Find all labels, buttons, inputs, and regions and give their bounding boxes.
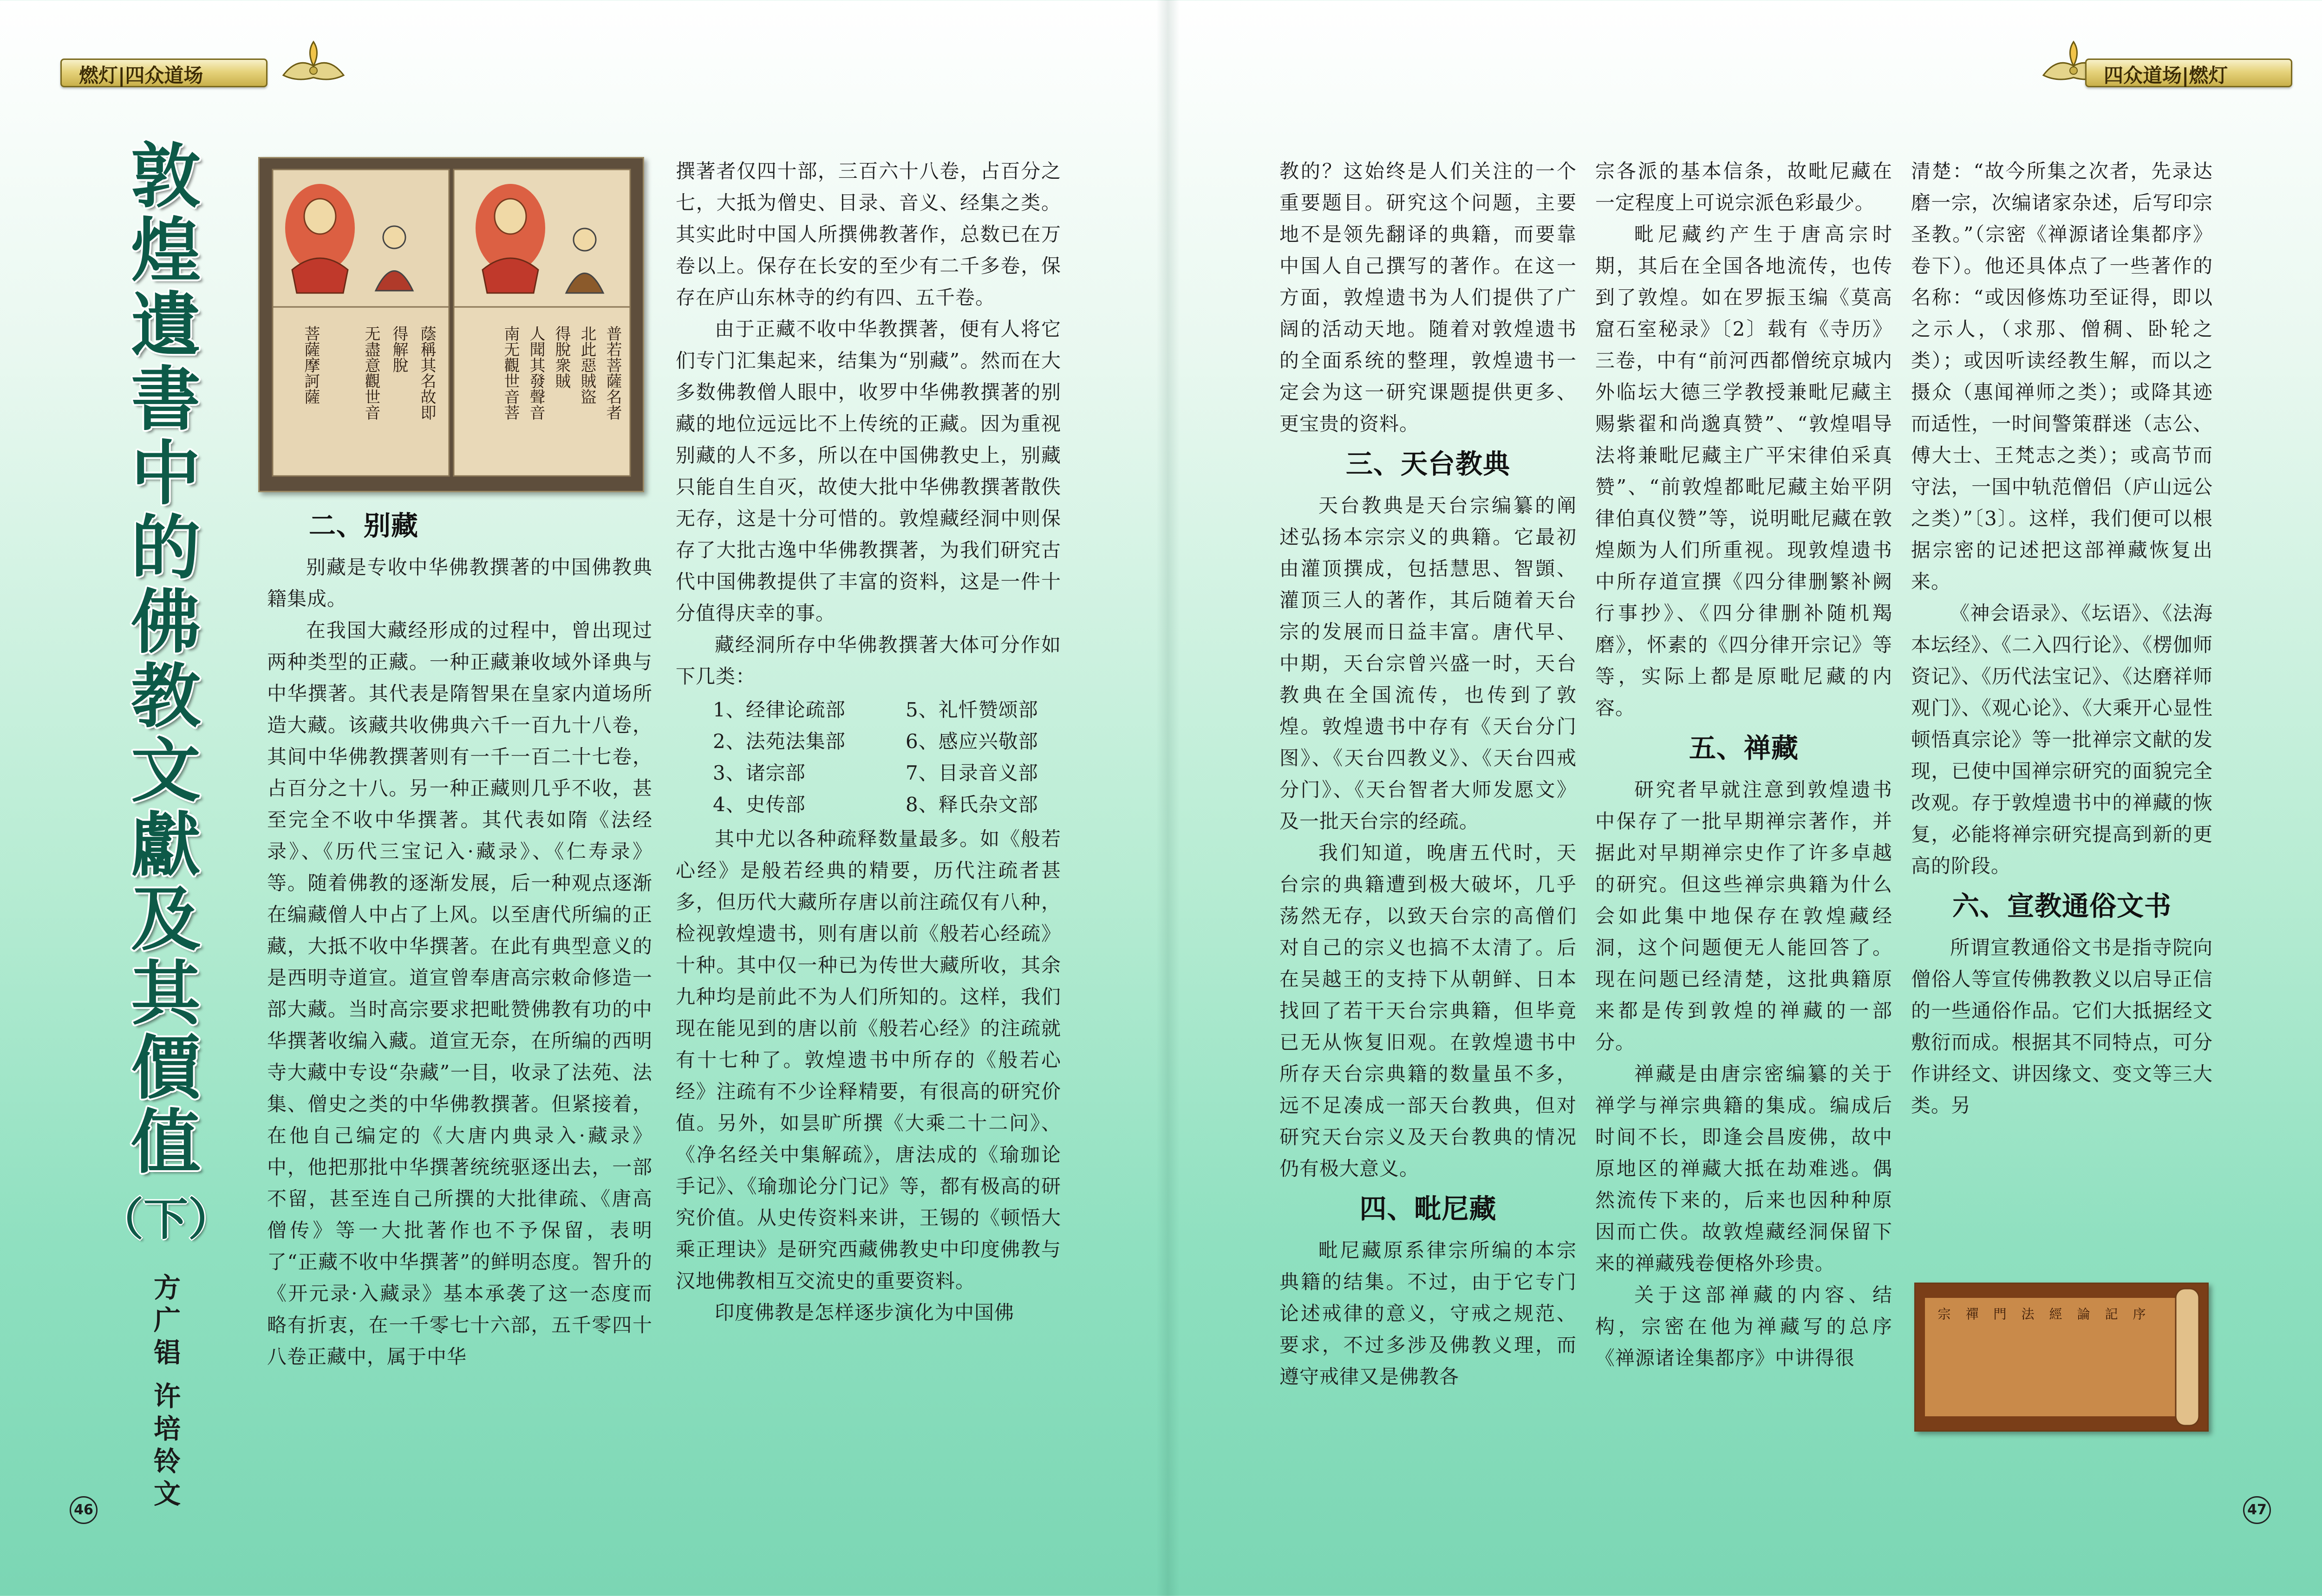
- title-char: 中: [130, 433, 201, 515]
- list-item: 1、经律论疏部: [713, 698, 846, 721]
- text-column-4: [1595, 156, 1892, 1374]
- sutra-illustration: [260, 158, 643, 491]
- sutra-caption: 人聞其發聲音: [527, 326, 545, 420]
- list-item: 6、感应兴敬部: [906, 730, 1038, 753]
- sutra-caption: 蔭稱其名故即: [417, 326, 436, 420]
- paragraph: 禅藏是由唐宗密编纂的关于禅学与禅宗典籍的集成。编成后时间不长，即逢会昌废佛，故中原地区的禅藏大抵在劫难逃。偶然流传下来的，后来也因种种原因而亡佚。故敦煌藏经洞保留下来的禅藏残卷便格外珍贵。: [1595, 1062, 1892, 1275]
- sutra-caption: 菩薩摩訶薩: [301, 326, 320, 404]
- scroll-line: 序: [2131, 1307, 2146, 1320]
- text-column-3: [1279, 156, 1577, 1393]
- page-number-right: 47: [2243, 1496, 2271, 1524]
- list-item: 2、法苑法集部: [713, 730, 846, 753]
- text-column-1: [267, 502, 652, 1373]
- article-title: [99, 136, 233, 1254]
- page-number-left: 46: [70, 1496, 98, 1524]
- running-header-right: [1964, 52, 2289, 88]
- section-heading: 三、天台教典: [1345, 448, 1510, 480]
- paragraph: 关于这部禅藏的内容、结构，宗密在他为禅藏写的总序《禅源诸诠集都序》中讲得很: [1595, 1283, 1892, 1369]
- paragraph: 《神会语录》、《坛语》、《法海本坛经》、《二入四行论》、《楞伽师资记》、《历代法宝记》、《达磨祥师观门》、《观心论》、《大乘开心显性顿悟真宗论》等一批禅宗文献的发现，已使中国禅宗研究的面貌完全改观。存于敦煌遗书中的禅藏的恢复，必能将禅宗研究提高到新的更高的阶段。: [1911, 602, 2213, 877]
- dunhuang-illustrated-sutra-image: [258, 157, 644, 492]
- list-item: 7、目录音义部: [906, 762, 1038, 784]
- title-char: 遺: [130, 284, 201, 366]
- list-item: 5、礼忏赞颂部: [906, 698, 1038, 721]
- paragraph: 别藏是专收中华佛教撰著的中国佛教典籍集成。: [267, 556, 652, 610]
- title-char: 敦: [130, 136, 201, 217]
- scroll-line: 宗: [1936, 1307, 1951, 1320]
- scroll-line: 法: [2019, 1307, 2035, 1320]
- title-char: 獻: [130, 804, 201, 886]
- title-part: （下）: [99, 1193, 233, 1245]
- paragraph: 天台教典是天台宗编纂的阐述弘扬本宗宗义的典籍。它最初由灌顶撰成，包括慧思、智顗、灌顶三人的著作，其后随着天台宗的发展而日益丰富。唐代早、中期，天台宗曾兴盛一时，天台教典在全国流传，也传到了敦煌。敦煌遗书中存有《天台分门图》、《天台四教义》、《天台四戒分门》、《天台智者大师发愿文》及一批天台宗的经疏。: [1279, 494, 1577, 833]
- paragraph: 由于正藏不收中华教撰著，便有人将它们专门汇集起来，结集为“别藏”。然而在大多数佛教僧人眼中，收罗中华佛教撰著的别藏的地位远远比不上传统的正藏。因为重视别藏的人不多，所以在中国佛教史上，别藏只能自生自灭，故使大批中华佛教撰著散佚无存，这是十分可惜的。敦煌藏经洞中则保存了大批古逸中华佛教撰著，为我们研究古代中国佛教提供了丰富的资料，这是一件十分值得庆幸的事。: [676, 318, 1061, 625]
- sutra-caption: 得解脫: [390, 326, 408, 373]
- title-char: 的: [130, 507, 201, 589]
- author-char: 培: [153, 1413, 181, 1445]
- scroll-line: 經: [2047, 1307, 2063, 1320]
- paragraph: 宗各派的基本信条，故毗尼藏在一定程度上可说宗派色彩最少。: [1595, 160, 1892, 214]
- list-item: 8、释氏杂文部: [906, 793, 1038, 816]
- section-heading: 四、毗尼藏: [1359, 1193, 1497, 1225]
- scroll-illustration: [1916, 1284, 2207, 1430]
- list-row: [676, 694, 1061, 726]
- text-column-5: [1911, 156, 2213, 1121]
- author-char: 方: [153, 1272, 181, 1303]
- category-list: [676, 694, 1061, 821]
- scroll-line: 論: [2075, 1307, 2091, 1320]
- title-char: 佛: [130, 581, 201, 663]
- title-char: 值: [130, 1101, 201, 1183]
- section-heading: 五、禅藏: [1689, 732, 1799, 764]
- title-char: 文: [130, 730, 201, 812]
- sutra-caption: 得脫衆賊: [552, 326, 571, 389]
- scroll-line: 記: [2103, 1307, 2119, 1320]
- list-row: [676, 789, 1061, 821]
- sutra-caption: 北此惡賊盜: [578, 326, 596, 404]
- author-char: 广: [153, 1304, 181, 1336]
- paragraph: 其中尤以各种疏释数量最多。如《般若心经》是般若经典的精要，历代注疏者甚多，但历代大藏所存唐以前注疏仅有八种，检视敦煌遗书，则有唐以前《般若心经疏》十种。其中仅一种已为传世大藏所收，其余九种均是前此不为人们所知的。这样，我们现在能见到的唐以前《般若心经》的注疏就有十七种了。敦煌遗书中所存的《般若心经》注疏有不少诠释精要，有很高的研究价值。另外，如昙旷所撰《大乘二十二问》、《净名经关中集解疏》，唐法成的《瑜珈论手记》、《瑜珈论分门记》等，都有极高的研究价值。从史传资料来讲，王锡的《顿悟大乘正理诀》是研究西藏佛教史中印度佛教与汉地佛教相互交流史的重要资料。: [676, 827, 1061, 1292]
- scroll-line: 禪: [1963, 1307, 1979, 1320]
- title-char: 價: [130, 1027, 201, 1109]
- text-column-2: [676, 156, 1061, 1329]
- author-byline: [149, 1272, 186, 1511]
- paragraph: 印度佛教是怎样逐步演化为中国佛: [715, 1301, 1015, 1324]
- running-header-left: [60, 52, 385, 88]
- title-char: 教: [130, 656, 201, 737]
- author-char: [149, 1370, 186, 1379]
- author-char: 许: [153, 1381, 181, 1412]
- sutra-caption: 南无觀世音菩: [501, 326, 520, 420]
- sutra-caption: 无盡意觀世音: [362, 326, 380, 420]
- paragraph: 毗尼藏原系律宗所编的本宗典籍的结集。不过，由于它专门论述戒律的意义，守戒之规范、要求，不过多涉及佛教义理，而遵守戒律又是佛教各: [1279, 1239, 1577, 1388]
- title-char: 書: [130, 358, 201, 440]
- author-char: 铃: [153, 1446, 181, 1477]
- author-char: 文: [153, 1478, 181, 1510]
- paragraph: 所谓宣教通俗文书是指寺院向僧俗人等宣传佛教教义以启导正信的一些通俗作品。它们大抵据经文敷衍而成。根据其不同特点，可分作讲经文、讲因缘文、变文等三大类。另: [1911, 936, 2213, 1117]
- list-row: [676, 726, 1061, 757]
- paragraph: 藏经洞所存中华佛教撰著大体可分作如下几类：: [676, 633, 1061, 688]
- paragraph: 研究者早就注意到敦煌遗书中保存了一批早期禅宗著作，并据此对早期禅宗史作了许多卓越的研究。但这些禅宗典籍为什么会如此集中地保存在敦煌藏经洞，这个问题便无人能回答了。现在问题已经清楚，这批典籍原来都是传到敦煌的禅藏的一部分。: [1595, 778, 1892, 1054]
- paragraph: 清楚：“故今所集之次者，先录达磨一宗，次编诸家杂述，后写印宗圣教。”（宗密《禅源诸诠集都序》卷下）。他还具体点了一些著作的名称：“或因修炼功至证得，即以之示人，（求那、僧稠、卧轮之类）；或因听读经教生解，而以之摄众（惠闻禅师之类）；或降其迹而适性，一时间警策群迷（志公、傅大士、王梵志之类）；或高节而守法，一国中轨范僧侣（庐山远公之类）”〔3〕。这样，我们便可以根据宗密的记述把这部禅藏恢复出来。: [1911, 160, 2213, 593]
- list-item: 4、史传部: [713, 793, 806, 816]
- paragraph: 教的？这始终是人们关注的一个重要题目。研究这个问题，主要地不是领先翻译的典籍，而要靠中国人自己撰写的著作。在这一方面，敦煌遗书为人们提供了广阔的活动天地。随着对敦煌遗书的全面系统的整理，敦煌遗书一定会为这一研究课题提供更多、更宝贵的资料。: [1279, 160, 1577, 435]
- paragraph: 毗尼藏约产生于唐高宗时期，其后在全国各地流传，也传到了敦煌。如在罗振玉编《莫高窟石室秘录》〔2〕载有《寺历》三卷，中有“前河西都僧统京城内外临坛大德三学教授兼毗尼藏主赐紫翟和尚邈真赞”、“敦煌唱导法将兼毗尼藏主广平宋律伯采真赞”、“前敦煌都毗尼藏主始平阴律伯真仪赞”等，说明毗尼藏在敦煌颇为人们所重视。现敦煌遗书中所存道宣撰《四分律删繁补阙行事抄》、《四分律删补随机羯磨》，怀素的《四分律开宗记》等等，实际上都是原毗尼藏的内容。: [1595, 223, 1892, 719]
- header-text-left: 燃灯|四众道场: [79, 64, 203, 87]
- section-heading: 二、别藏: [309, 510, 419, 541]
- header-text-right: 四众道场|燃灯: [2104, 64, 2228, 87]
- lamp-ornament-icon: [279, 38, 348, 94]
- page-gutter: [1156, 0, 1180, 1596]
- scroll-line: 門: [1991, 1307, 2007, 1320]
- paragraph: 我们知道，晚唐五代时，天台宗的典籍遭到极大破坏，几乎荡然无存，以致天台宗的高僧们对自己的宗义也搞不太清了。后在吴越王的支持下从朝鲜、日本找回了若干天台宗典籍，但毕竟已无从恢复旧观。在敦煌遗书中所存天台宗典籍的数量虽不多，远不足凑成一部天台教典，但对研究天台宗义及天台教典的情况仍有极大意义。: [1279, 841, 1577, 1180]
- list-row: [676, 757, 1061, 789]
- section-heading: 六、宣教通俗文书: [1952, 890, 2172, 922]
- sutra-caption: 普若菩薩名者: [603, 326, 622, 420]
- title-char: 及: [130, 879, 201, 960]
- title-char: 煌: [130, 210, 201, 292]
- dunhuang-scroll-image: [1914, 1283, 2209, 1432]
- title-char: 其: [130, 953, 201, 1035]
- paragraph: 在我国大藏经形成的过程中，曾出现过两种类型的正藏。一种正藏兼收域外译典与中华撰著。其代表是隋智果在皇家内道场所造大藏。该藏共收佛典六千一百九十八卷，其间中华佛教撰著则有一千一百二十七卷，占百分之十八。另一种正藏则几乎不收，甚至完全不收中华撰著。其代表如隋《法经录》、《历代三宝记入·藏录》、《仁寿录》等。随着佛教的逐渐发展，后一种观点逐渐在编藏僧人中占了上风。以至唐代所编的正藏，大抵不收中华撰著。在此有典型意义的是西明寺道宣。道宣曾奉唐高宗敕命修造一部大藏。当时高宗要求把毗赞佛教有功的中华撰著收编入藏。道宣无奈，在所编的西明寺大藏中专设“杂藏”一目，收录了法苑、法集、僧史之类的中华佛教撰著。但紧接着，在他自己编定的《大唐内典录入·藏录》中，他把那批中华撰著统统驱逐出去，一部不留，甚至连自己所撰的大批律疏、《唐高僧传》等一大批著作也不予保留，表明了“正藏不收中华撰著”的鲜明态度。智升的《开元录·入藏录》基本承袭了这一态度而略有折衷，在一千零七十六部，五千零四十八卷正藏中，属于中华: [267, 619, 652, 1368]
- list-item: 3、诸宗部: [713, 762, 806, 784]
- author-char: 锠: [153, 1337, 181, 1368]
- paragraph: 撰著者仅四十部，三百六十八卷，占百分之七，大抵为僧史、目录、音义、经集之类。其实此时中国人所撰佛教著作，总数已在万卷以上。保存在长安的至少有二千多卷，保存在庐山东林寺的约有四、五千卷。: [676, 160, 1061, 309]
